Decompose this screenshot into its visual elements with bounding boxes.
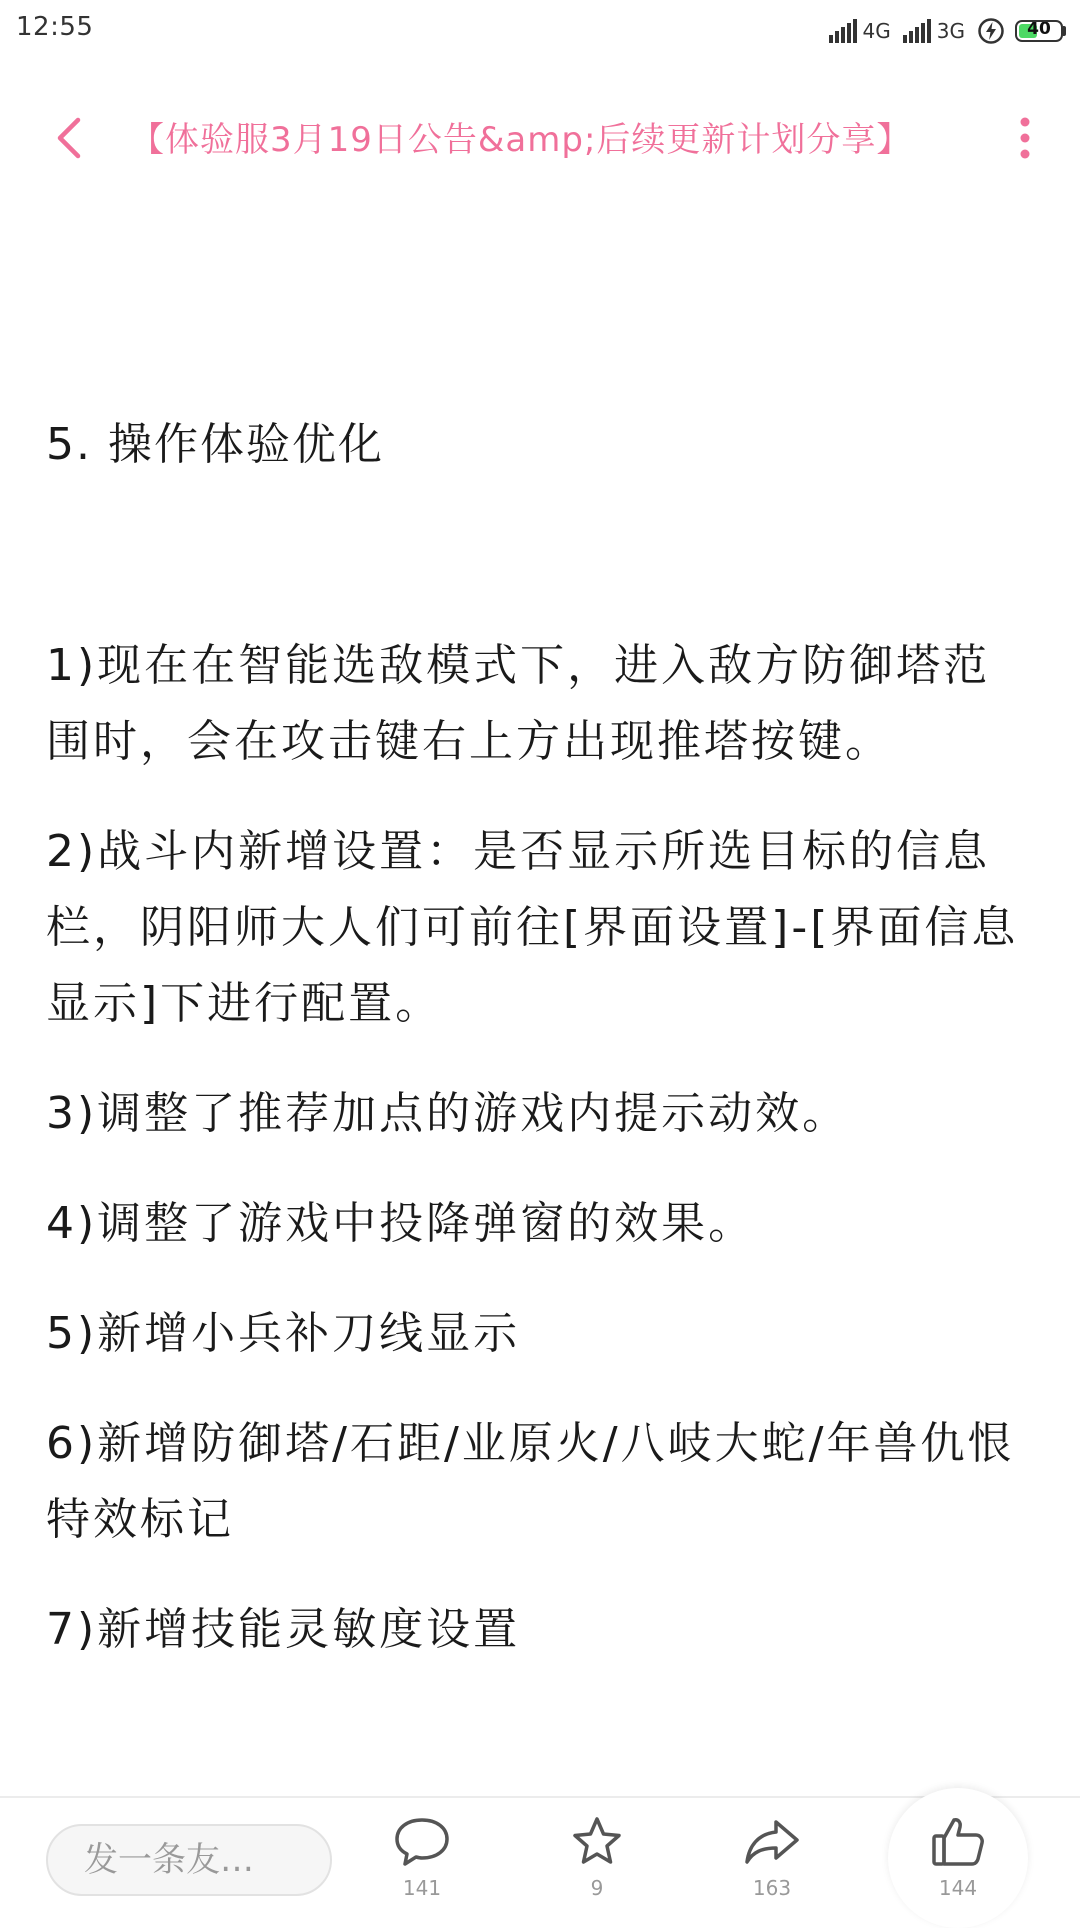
comment-input[interactable]: 发一条友… bbox=[46, 1824, 332, 1896]
comment-icon bbox=[392, 1814, 452, 1870]
signal-icon bbox=[829, 19, 859, 43]
signal-icon bbox=[903, 19, 933, 43]
star-icon bbox=[567, 1814, 627, 1870]
more-vertical-icon[interactable] bbox=[1010, 114, 1040, 162]
list-item: 4)调整了游戏中投降弹窗的效果。 bbox=[46, 1198, 756, 1249]
network-label-1: 4G bbox=[862, 19, 891, 43]
share-button[interactable] bbox=[712, 1814, 832, 1900]
bottom-action-bar bbox=[0, 1796, 1080, 1922]
favorite-button[interactable] bbox=[537, 1814, 657, 1900]
share-count: 163 bbox=[752, 1876, 792, 1900]
battery-level: 40 bbox=[1027, 20, 1051, 39]
list-item: 1)现在在智能选敌模式下，进入敌方防御塔范围时，会在攻击键右上方出现推塔按键。 bbox=[46, 640, 991, 767]
list-item: 6)新增防御塔/石距/业原火/八岐大蛇/年兽仇恨特效标记 bbox=[46, 1418, 1015, 1545]
article-content bbox=[46, 410, 1036, 1702]
list-item: 7)新增技能灵敏度设置 bbox=[46, 1604, 521, 1655]
header-bar bbox=[0, 70, 1080, 200]
thumbs-up-icon bbox=[928, 1814, 988, 1870]
battery-icon bbox=[1015, 20, 1063, 42]
status-bar bbox=[0, 0, 1080, 60]
favorite-count: 9 bbox=[590, 1876, 604, 1900]
section-heading: 5. 操作体验优化 bbox=[46, 419, 384, 470]
share-icon bbox=[742, 1814, 802, 1870]
back-arrow-icon[interactable] bbox=[46, 110, 96, 166]
network-label-2: 3G bbox=[936, 19, 965, 43]
page-title: 【体验服3月19日公告&amp;后续更新计划分享】 bbox=[130, 120, 912, 160]
update-list bbox=[46, 628, 1036, 1668]
status-time: 12:55 bbox=[16, 12, 94, 42]
comment-button[interactable] bbox=[362, 1814, 482, 1900]
list-item: 5)新增小兵补刀线显示 bbox=[46, 1308, 521, 1359]
comment-count: 141 bbox=[402, 1876, 442, 1900]
like-button[interactable] bbox=[888, 1814, 1028, 1900]
charging-icon bbox=[977, 17, 1005, 45]
list-item: 3)调整了推荐加点的游戏内提示动效。 bbox=[46, 1088, 850, 1139]
like-count: 144 bbox=[938, 1876, 978, 1900]
battery-nub bbox=[1063, 26, 1066, 36]
list-item: 2)战斗内新增设置：是否显示所选目标的信息栏，阴阳师大人们可前往[界面设置]-[界面信息显示]下进行配置。 bbox=[46, 826, 1019, 1029]
status-icons bbox=[829, 14, 1066, 48]
